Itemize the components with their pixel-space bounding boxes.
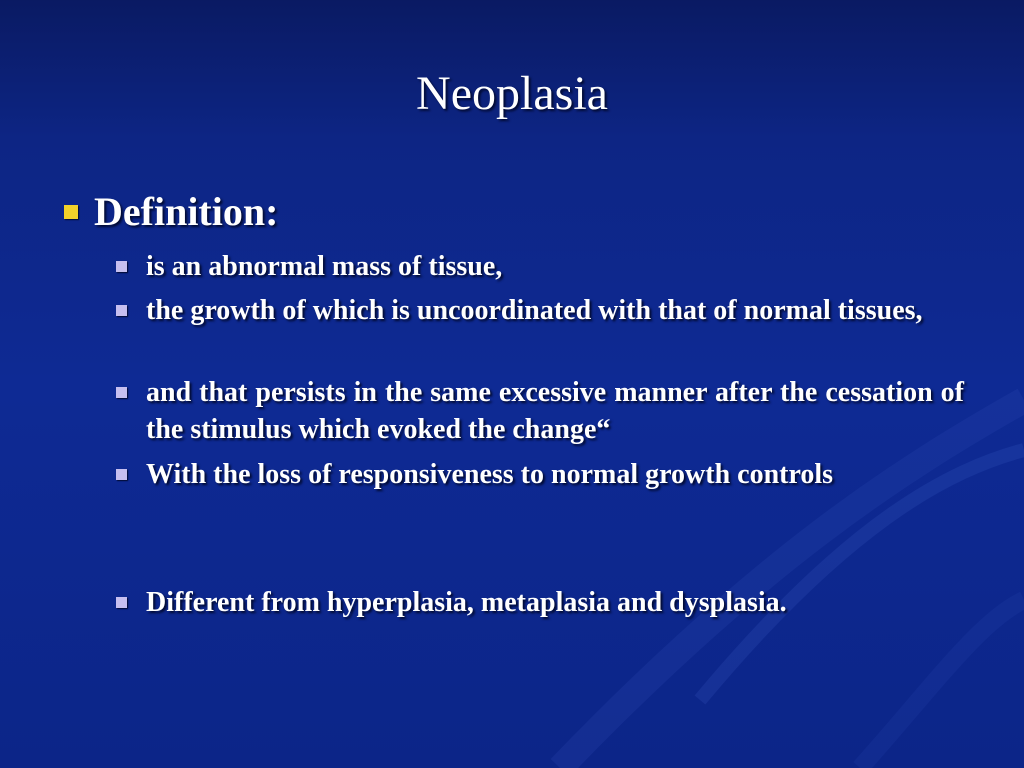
square-bullet-icon xyxy=(116,305,127,316)
bullet-item xyxy=(116,456,964,493)
bullet-item xyxy=(116,292,964,329)
definition-heading xyxy=(64,188,278,235)
definition-label: Definition: xyxy=(94,189,279,234)
bullet-item xyxy=(116,248,964,285)
square-bullet-icon xyxy=(116,261,127,272)
square-bullet-icon xyxy=(116,387,127,398)
bullet-text: and that persists in the same excessive manner after the cessation of the stimulus which evoked the change“ xyxy=(146,377,964,445)
square-bullet-icon xyxy=(64,205,78,219)
bullet-text: Different from hyperplasia, metaplasia and dysplasia. xyxy=(146,587,787,618)
bullet-text: the growth of which is uncoordinated with that of normal tissues, xyxy=(146,295,923,326)
square-bullet-icon xyxy=(116,469,127,480)
bullet-item xyxy=(116,584,964,621)
bullet-text: is an abnormal mass of tissue, xyxy=(146,251,503,282)
slide-title: Neoplasia xyxy=(416,67,608,120)
bullet-item xyxy=(116,374,964,448)
bullet-text: With the loss of responsiveness to normal growth controls xyxy=(146,459,834,490)
square-bullet-icon xyxy=(116,597,127,608)
